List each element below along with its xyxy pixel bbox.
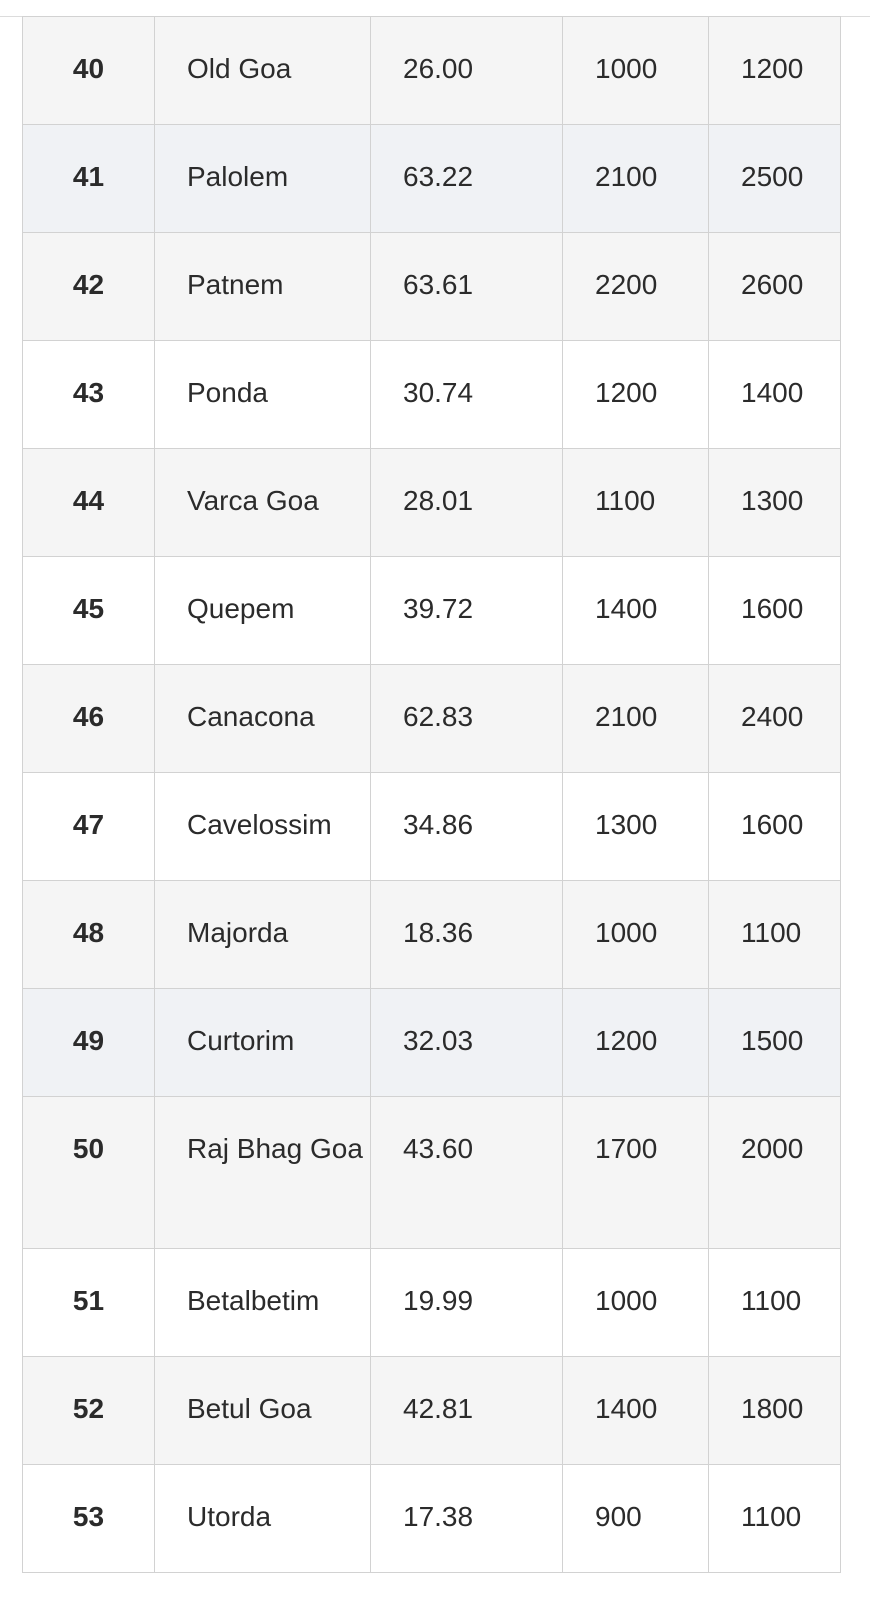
table-row bbox=[23, 1357, 841, 1465]
cell-fare-min: 1400 bbox=[563, 1357, 709, 1465]
cell-fare-max: 1300 bbox=[709, 449, 841, 557]
cell-fare-max: 1800 bbox=[709, 1357, 841, 1465]
cell-place: Majorda bbox=[155, 881, 371, 989]
cell-serial-number: 53 bbox=[23, 1465, 155, 1573]
cell-place: Canacona bbox=[155, 665, 371, 773]
cell-fare-max: 1400 bbox=[709, 341, 841, 449]
cell-fare-max: 1500 bbox=[709, 989, 841, 1097]
table-row bbox=[23, 449, 841, 557]
fare-table-container bbox=[22, 16, 840, 1573]
cell-fare-min: 2100 bbox=[563, 125, 709, 233]
table-row bbox=[23, 233, 841, 341]
cell-serial-number: 44 bbox=[23, 449, 155, 557]
cell-fare-min: 2200 bbox=[563, 233, 709, 341]
cell-place: Raj Bhag Goa bbox=[155, 1097, 371, 1249]
cell-place: Utorda bbox=[155, 1465, 371, 1573]
cell-place: Varca Goa bbox=[155, 449, 371, 557]
cell-fare-min: 1000 bbox=[563, 17, 709, 125]
cell-fare-min: 1000 bbox=[563, 881, 709, 989]
cell-place: Quepem bbox=[155, 557, 371, 665]
cell-place: Betul Goa bbox=[155, 1357, 371, 1465]
cell-distance: 30.74 bbox=[371, 341, 563, 449]
cell-serial-number: 48 bbox=[23, 881, 155, 989]
cell-fare-max: 1200 bbox=[709, 17, 841, 125]
cell-place: Old Goa bbox=[155, 17, 371, 125]
cell-place: Palolem bbox=[155, 125, 371, 233]
table-row bbox=[23, 17, 841, 125]
cell-fare-min: 1200 bbox=[563, 989, 709, 1097]
cell-fare-max: 2600 bbox=[709, 233, 841, 341]
cell-serial-number: 45 bbox=[23, 557, 155, 665]
table-row bbox=[23, 125, 841, 233]
cell-serial-number: 43 bbox=[23, 341, 155, 449]
table-row bbox=[23, 557, 841, 665]
cell-serial-number: 47 bbox=[23, 773, 155, 881]
cell-serial-number: 49 bbox=[23, 989, 155, 1097]
cell-distance: 19.99 bbox=[371, 1249, 563, 1357]
cell-fare-min: 1400 bbox=[563, 557, 709, 665]
cell-serial-number: 42 bbox=[23, 233, 155, 341]
cell-fare-max: 1100 bbox=[709, 1249, 841, 1357]
cell-distance: 63.22 bbox=[371, 125, 563, 233]
cell-place: Patnem bbox=[155, 233, 371, 341]
cell-distance: 17.38 bbox=[371, 1465, 563, 1573]
cell-fare-max: 1600 bbox=[709, 773, 841, 881]
cell-distance: 28.01 bbox=[371, 449, 563, 557]
fare-table bbox=[22, 16, 841, 1573]
cell-distance: 62.83 bbox=[371, 665, 563, 773]
cell-distance: 32.03 bbox=[371, 989, 563, 1097]
table-row bbox=[23, 665, 841, 773]
cell-fare-max: 2400 bbox=[709, 665, 841, 773]
table-row bbox=[23, 1097, 841, 1249]
cell-place: Curtorim bbox=[155, 989, 371, 1097]
cell-fare-max: 2500 bbox=[709, 125, 841, 233]
cell-serial-number: 40 bbox=[23, 17, 155, 125]
cell-serial-number: 46 bbox=[23, 665, 155, 773]
cell-distance: 39.72 bbox=[371, 557, 563, 665]
table-row bbox=[23, 881, 841, 989]
cell-serial-number: 51 bbox=[23, 1249, 155, 1357]
cell-fare-max: 2000 bbox=[709, 1097, 841, 1249]
cell-place: Betalbetim bbox=[155, 1249, 371, 1357]
cell-distance: 18.36 bbox=[371, 881, 563, 989]
cell-fare-min: 1100 bbox=[563, 449, 709, 557]
cell-distance: 63.61 bbox=[371, 233, 563, 341]
cell-place: Cavelossim bbox=[155, 773, 371, 881]
cell-distance: 42.81 bbox=[371, 1357, 563, 1465]
cell-fare-max: 1100 bbox=[709, 1465, 841, 1573]
cell-fare-min: 900 bbox=[563, 1465, 709, 1573]
table-row bbox=[23, 341, 841, 449]
cell-place: Ponda bbox=[155, 341, 371, 449]
cell-fare-min: 1200 bbox=[563, 341, 709, 449]
table-row bbox=[23, 989, 841, 1097]
table-row bbox=[23, 773, 841, 881]
top-divider bbox=[0, 0, 870, 17]
cell-fare-min: 1000 bbox=[563, 1249, 709, 1357]
cell-fare-min: 2100 bbox=[563, 665, 709, 773]
cell-fare-max: 1600 bbox=[709, 557, 841, 665]
table-row bbox=[23, 1465, 841, 1573]
cell-serial-number: 52 bbox=[23, 1357, 155, 1465]
table-body bbox=[23, 17, 841, 1573]
cell-distance: 34.86 bbox=[371, 773, 563, 881]
table-row bbox=[23, 1249, 841, 1357]
cell-fare-max: 1100 bbox=[709, 881, 841, 989]
cell-serial-number: 50 bbox=[23, 1097, 155, 1249]
cell-serial-number: 41 bbox=[23, 125, 155, 233]
cell-distance: 43.60 bbox=[371, 1097, 563, 1249]
cell-fare-min: 1700 bbox=[563, 1097, 709, 1249]
cell-fare-min: 1300 bbox=[563, 773, 709, 881]
cell-distance: 26.00 bbox=[371, 17, 563, 125]
